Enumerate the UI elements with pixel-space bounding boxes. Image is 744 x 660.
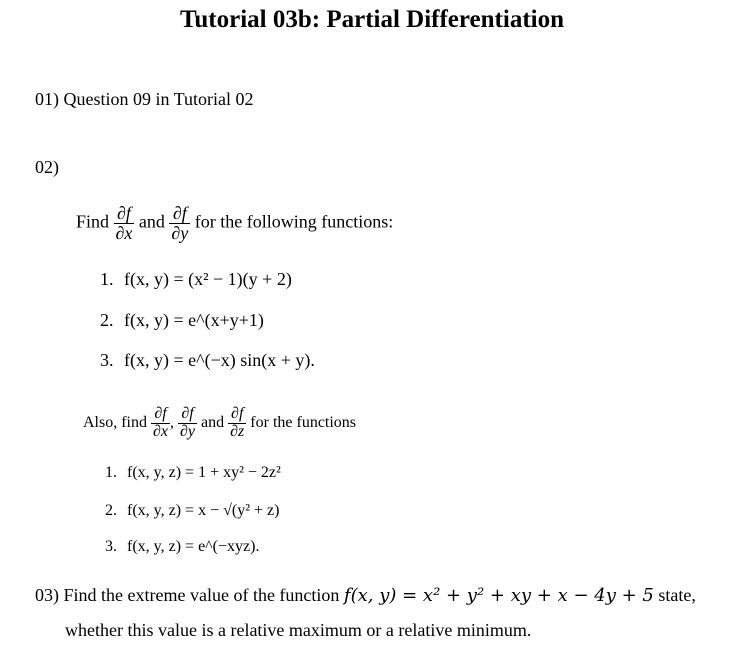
page-title: Tutorial 03b: Partial Differentiation [180,6,564,33]
question-number: 03) [35,585,59,605]
function-expression: f(x, y) = x² + y² + xy + x − 4y + 5 [343,585,654,606]
partial-f-x-fraction: $\frac{\partial f}{\partial x}$ [153,405,169,440]
question-03-line-1 [35,585,696,606]
question-text: Find the extreme value of the function [63,585,340,605]
list-item [100,310,264,331]
question-01 [35,89,254,110]
partial-f-y-fraction: $\frac{\partial f}{\partial y}$ [180,405,196,440]
item-expression: f(x, y, z) = x − √(y² + z) [127,502,280,519]
question-text: Question 09 in Tutorial 02 [63,89,254,109]
question-02-number: 02) [35,157,59,177]
item-expression: f(x, y) = e^(−x) sin(x + y). [124,350,315,370]
list-item [105,538,259,556]
item-expression: f(x, y) = e^(x+y+1) [124,310,264,330]
list-item [105,502,279,520]
partial-f-y-fraction: $\frac{\partial f}{\partial y}$ [171,203,189,243]
item-expression: f(x, y, z) = e^(−xyz). [127,538,260,555]
question-text-suffix: state, [658,585,696,605]
and-label: and [138,211,165,232]
heading-tail: for the functions [250,413,357,431]
item-number: 2. [100,310,114,330]
heading-tail: for the following functions: [194,211,394,232]
also-find-label: Also, find [83,413,147,431]
item-number: 3. [105,538,117,555]
part-b-heading: Also, find $\frac{\partial f}{\partial x}$ , $\frac{\partial f}{\partial y}$ and $\frac{\partial f}{\partial z}$ for the functions [83,405,357,440]
and-label: and [201,413,225,431]
partial-f-x-fraction: $\frac{\partial f}{\partial x}$ [115,203,133,243]
item-number: 3. [100,350,114,370]
list-item [100,269,292,290]
item-number: 1. [105,464,117,481]
item-number: 1. [100,269,114,289]
list-item [100,350,315,371]
question-number: 01) [35,89,59,109]
partial-f-z-fraction: $\frac{\partial f}{\partial z}$ [230,405,245,440]
part-a-heading [76,204,393,243]
find-label: Find [76,211,110,232]
item-number: 2. [105,502,117,519]
item-expression: f(x, y, z) = 1 + xy² − 2z² [127,464,281,481]
question-03-line-2: whether this value is a relative maximum or a relative minimum. [65,620,532,640]
item-expression: f(x, y) = (x² − 1)(y + 2) [124,269,292,289]
list-item [105,464,281,482]
